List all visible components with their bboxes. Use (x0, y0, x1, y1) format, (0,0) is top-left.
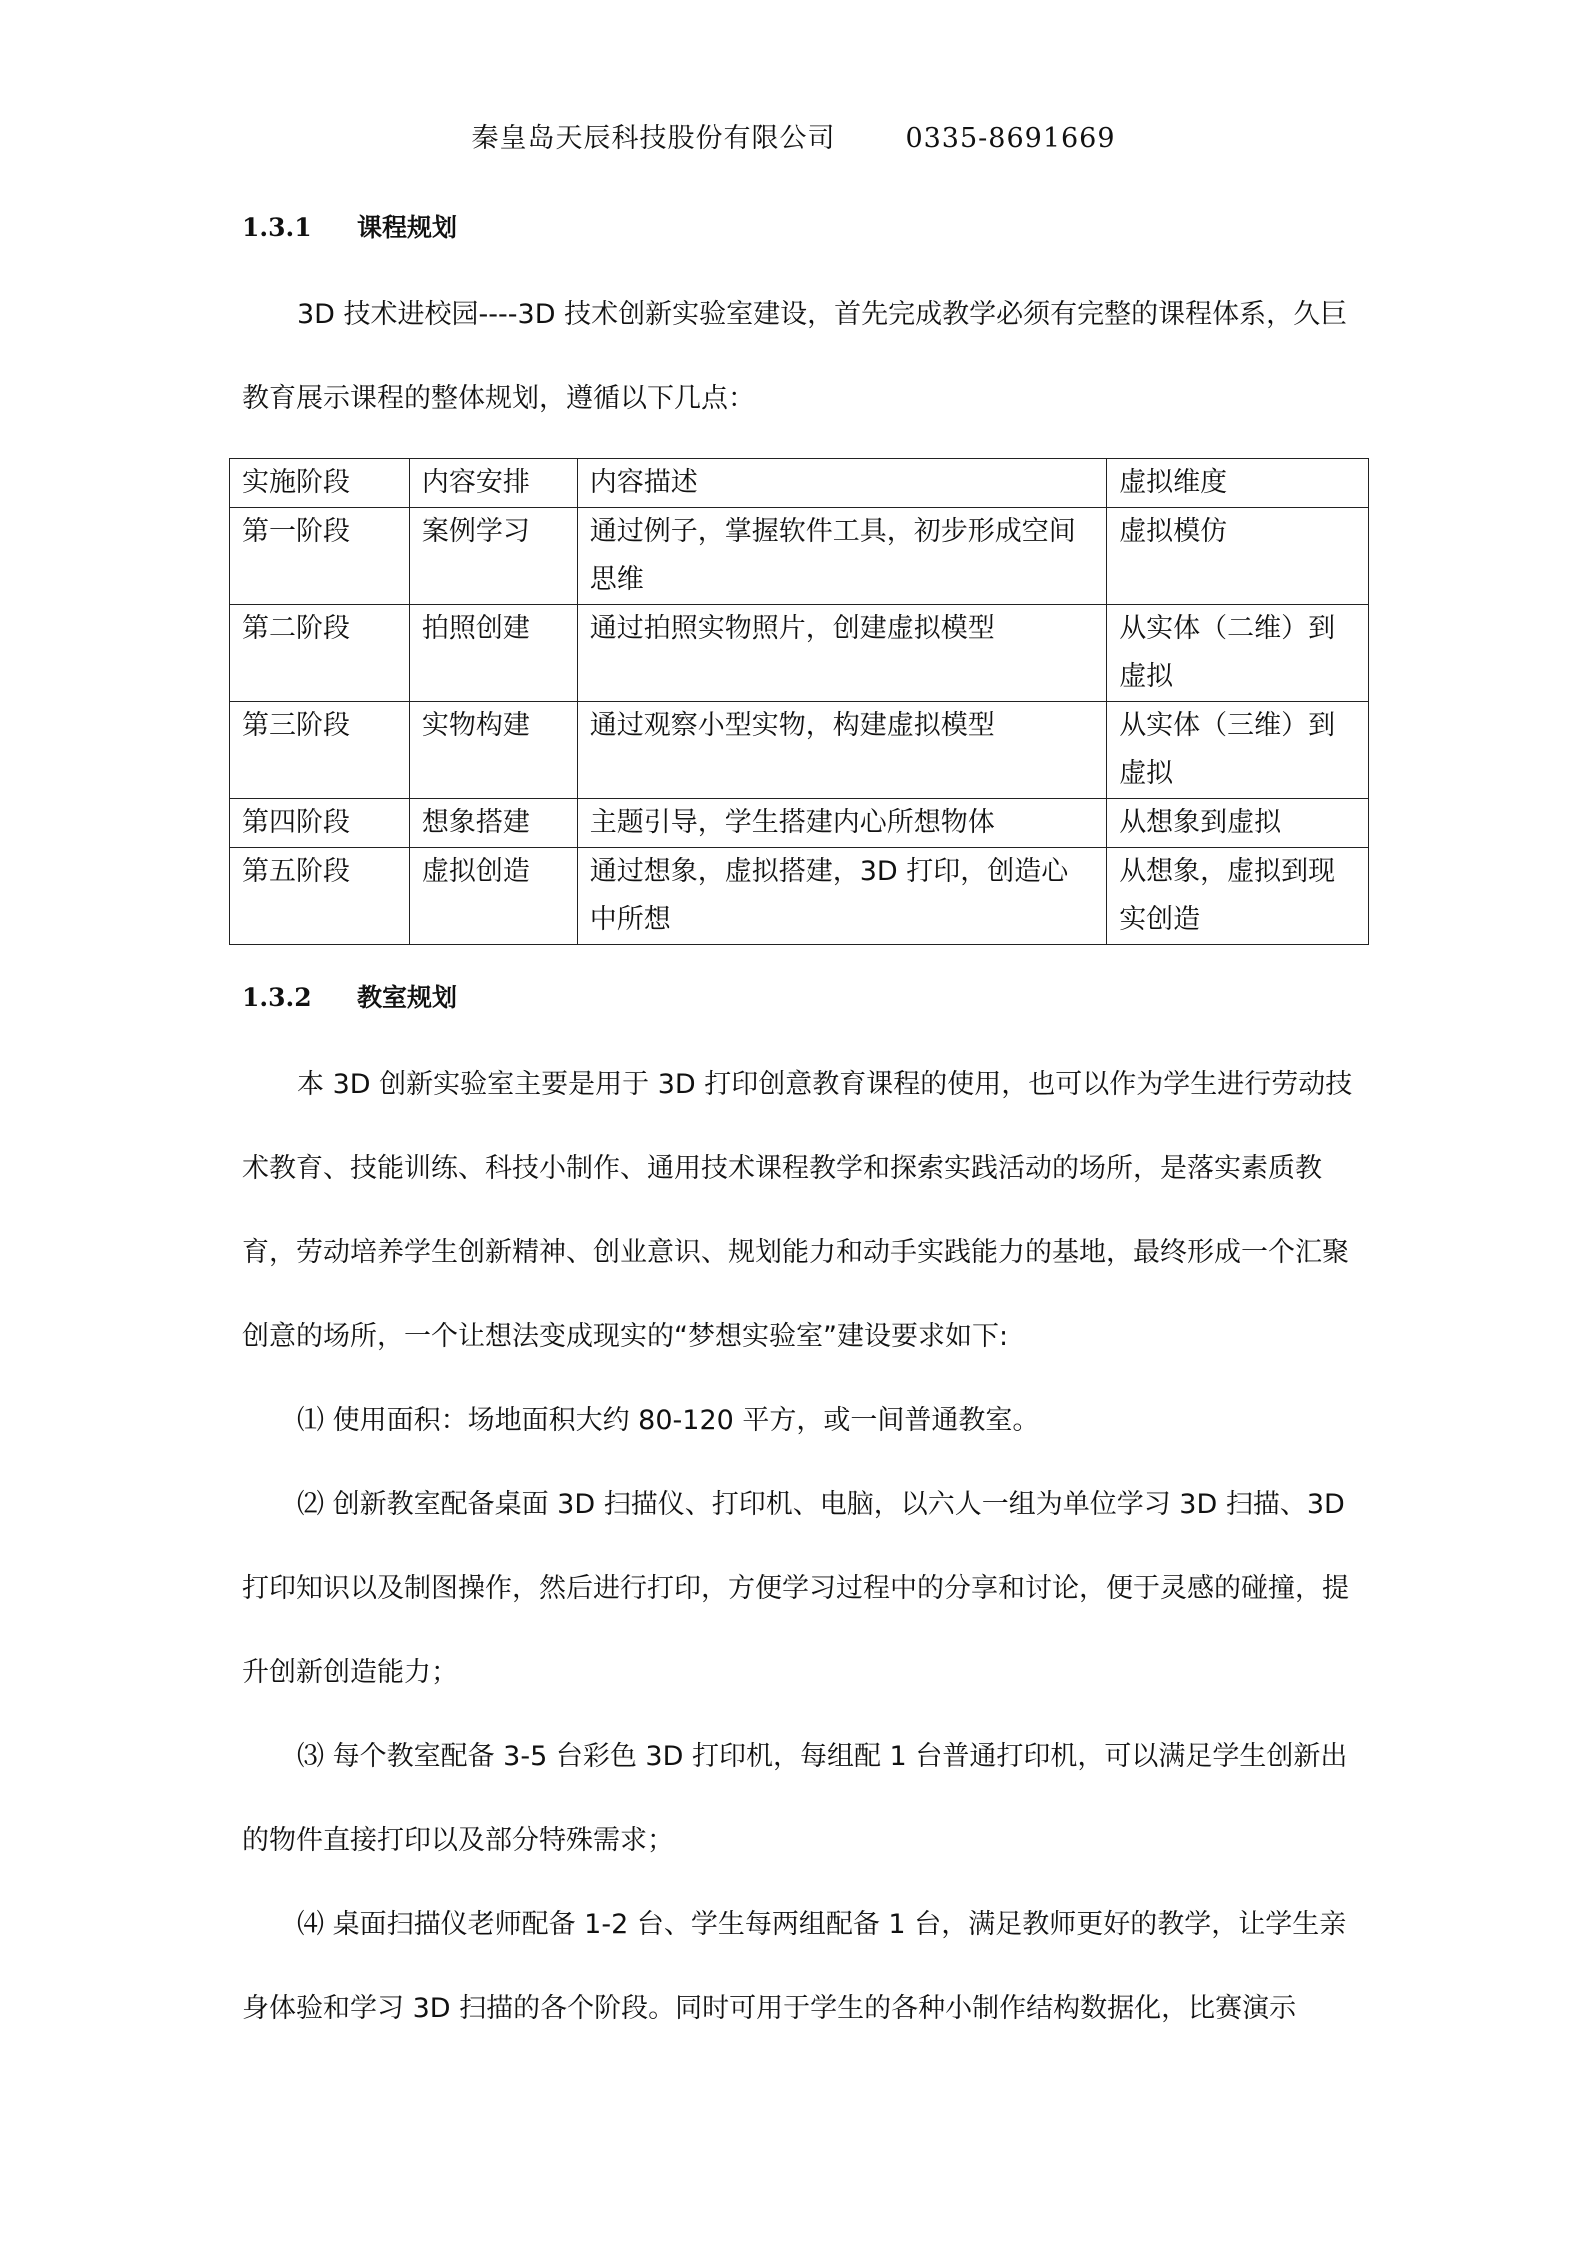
requirement-text: ⑵ 创新教室配备桌面 3D 扫描仪、打印机、电脑，以六人一组为单位学习 3D 扫描、3D 打印知识以及制图操作，然后进行打印，方便学习过程中的分享和讨论，便于灵感的碰撞，提升创新创造能力； (242, 1489, 1349, 1688)
table-cell-arrangement: 想象搭建 (409, 799, 577, 848)
table-cell-stage: 第二阶段 (230, 605, 410, 702)
table-cell-dimension: 虚拟模仿 (1107, 508, 1369, 605)
table-cell-description: 通过想象，虚拟搭建，3D 打印，创造心中所想 (577, 848, 1106, 945)
course-intro-text: 3D 技术进校园----3D 技术创新实验室建设，首先完成教学必须有完整的课程体系，久巨教育展示课程的整体规划，遵循以下几点： (242, 299, 1348, 414)
section-number: 1.3.2 (242, 983, 312, 1012)
classroom-intro-paragraph (242, 1043, 1362, 1379)
company-name: 秦皇岛天辰科技股份有限公司 (471, 123, 836, 154)
company-phone: 0335-8691669 (905, 123, 1116, 154)
table-cell-arrangement: 拍照创建 (409, 605, 577, 702)
table-row (230, 702, 1369, 799)
table-cell-description: 通过观察小型实物，构建虚拟模型 (577, 702, 1106, 799)
table-cell-arrangement: 实物构建 (409, 702, 577, 799)
section-number: 1.3.1 (242, 213, 312, 242)
table-cell-description: 通过例子，掌握软件工具，初步形成空间思维 (577, 508, 1106, 605)
table-header-cell: 内容安排 (409, 459, 577, 508)
course-intro-paragraph (242, 273, 1362, 441)
table-cell-stage: 第一阶段 (230, 508, 410, 605)
table-header-cell: 内容描述 (577, 459, 1106, 508)
requirement-item (242, 1379, 1362, 1463)
requirement-text: ⑷ 桌面扫描仪老师配备 1-2 台、学生每两组配备 1 台，满足教师更好的教学，让学生亲身体验和学习 3D 扫描的各个阶段。同时可用于学生的各种小制作结构数据化，比赛演示 (242, 1909, 1347, 2024)
classroom-intro-text: 本 3D 创新实验室主要是用于 3D 打印创意教育课程的使用，也可以作为学生进行劳动技术教育、技能训练、科技小制作、通用技术课程教学和探索实践活动的场所，是落实素质教育，劳动培养学生创新精神、创业意识、规划能力和动手实践能力的基地，最终形成一个汇聚创意的场所，一个让想法变成现实的“梦想实验室”建设要求如下: (242, 1069, 1353, 1352)
table-cell-description: 主题引导，学生搭建内心所想物体 (577, 799, 1106, 848)
section-title: 教室规划 (357, 983, 458, 1012)
requirement-item (242, 1715, 1362, 1883)
table-cell-dimension: 从实体（三维）到虚拟 (1107, 702, 1369, 799)
page-header (0, 116, 1587, 155)
table-cell-dimension: 从想象到虚拟 (1107, 799, 1369, 848)
requirement-item (242, 1463, 1362, 1715)
table-header-cell: 实施阶段 (230, 459, 410, 508)
course-plan-table (229, 458, 1369, 945)
table-cell-stage: 第三阶段 (230, 702, 410, 799)
table-cell-arrangement: 案例学习 (409, 508, 577, 605)
table-header-cell: 虚拟维度 (1107, 459, 1369, 508)
requirement-text: ⑴ 使用面积：场地面积大约 80-120 平方，或一间普通教室。 (297, 1405, 1040, 1436)
table-row (230, 848, 1369, 945)
table-row (230, 605, 1369, 702)
table-cell-description: 通过拍照实物照片，创建虚拟模型 (577, 605, 1106, 702)
table-cell-dimension: 从实体（二维）到虚拟 (1107, 605, 1369, 702)
table-row (230, 799, 1369, 848)
table-cell-stage: 第五阶段 (230, 848, 410, 945)
table-cell-stage: 第四阶段 (230, 799, 410, 848)
table-row (230, 508, 1369, 605)
requirement-item (242, 1883, 1362, 2051)
section-title: 课程规划 (357, 213, 458, 242)
table-cell-dimension: 从想象，虚拟到现实创造 (1107, 848, 1369, 945)
section-heading-classroom-planning (242, 978, 457, 1014)
section-heading-course-planning (242, 208, 457, 244)
table-cell-arrangement: 虚拟创造 (409, 848, 577, 945)
requirement-text: ⑶ 每个教室配备 3-5 台彩色 3D 打印机，每组配 1 台普通打印机，可以满足学生创新出的物件直接打印以及部分特殊需求； (242, 1741, 1348, 1856)
table-header-row (230, 459, 1369, 508)
